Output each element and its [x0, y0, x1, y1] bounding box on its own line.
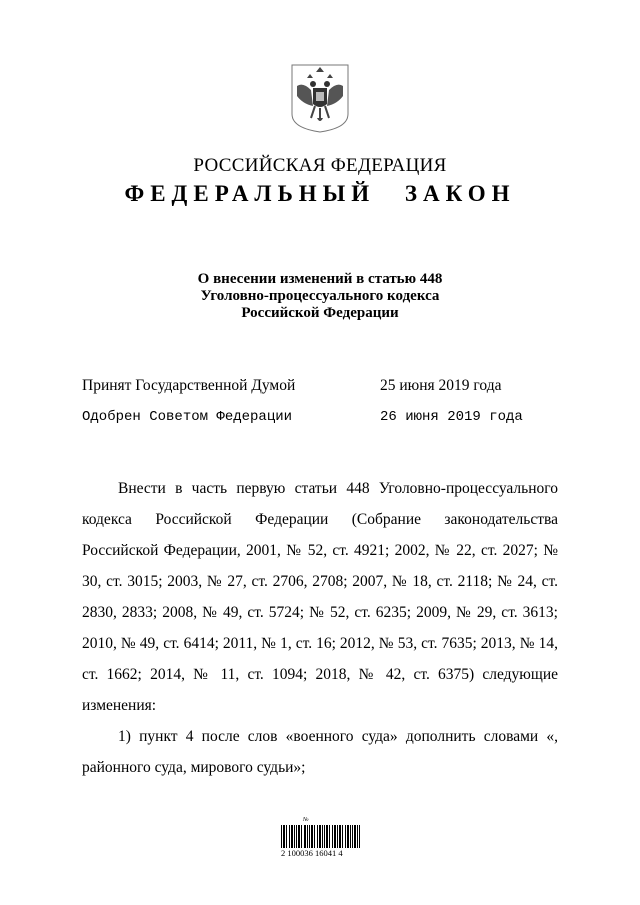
- body-paragraph-2: 1) пункт 4 после слов «военного суда» дополнить словами «, районного суда, мирового судьи»;: [82, 728, 558, 776]
- law-body: [82, 473, 558, 783]
- council-approval-label: Одобрен Советом Федерации: [82, 409, 293, 425]
- council-approval-date: 26 июня 2019 года: [380, 409, 523, 425]
- duma-adoption-date: 25 июня 2019 года: [380, 377, 502, 394]
- barcode-number: 2 100036 16041 4: [281, 848, 343, 858]
- subject-line-1: О внесении изменений в статью 448: [197, 271, 443, 287]
- law-type-title: ФЕДЕРАЛЬНЫЙ ЗАКОН: [124, 181, 516, 206]
- duma-adoption-label: Принят Государственной Думой: [82, 377, 296, 394]
- coat-of-arms-emblem: [289, 62, 351, 134]
- subject-line-3: Российской Федерации: [241, 305, 399, 321]
- subject-line-2: Уголовно-процессуального кодекса: [200, 288, 440, 304]
- svg-text:№: №: [303, 817, 309, 823]
- country-name: РОССИЙСКАЯ ФЕДЕРАЦИЯ: [193, 155, 447, 176]
- body-paragraph-1: Внести в часть первую статьи 448 Уголовно-процессуального кодекса Российской Федерации (Собрание законодательства Российской Федерации, 2001, № 52, ст. 4921; 2002, № 22, ст. 2027; № 30, ст. 3015; 2003, № 27, ст. 2706, 2708; 2007, № 18, ст. 2118; № 24, ст. 2830, 2833; 2008, № 49, ст. 5724; № 52, ст. 6235; 2009, № 29, ст. 3613; 2010, № 49, ст. 6414; 2011, № 1, ст. 16; 2012, № 53, ст. 7635; 2013, № 14, ст. 1662; 2014, № 11, ст. 1094; 2018, № 42, ст. 6375) следующие изменения:: [82, 480, 558, 714]
- law-subject: [0, 271, 640, 322]
